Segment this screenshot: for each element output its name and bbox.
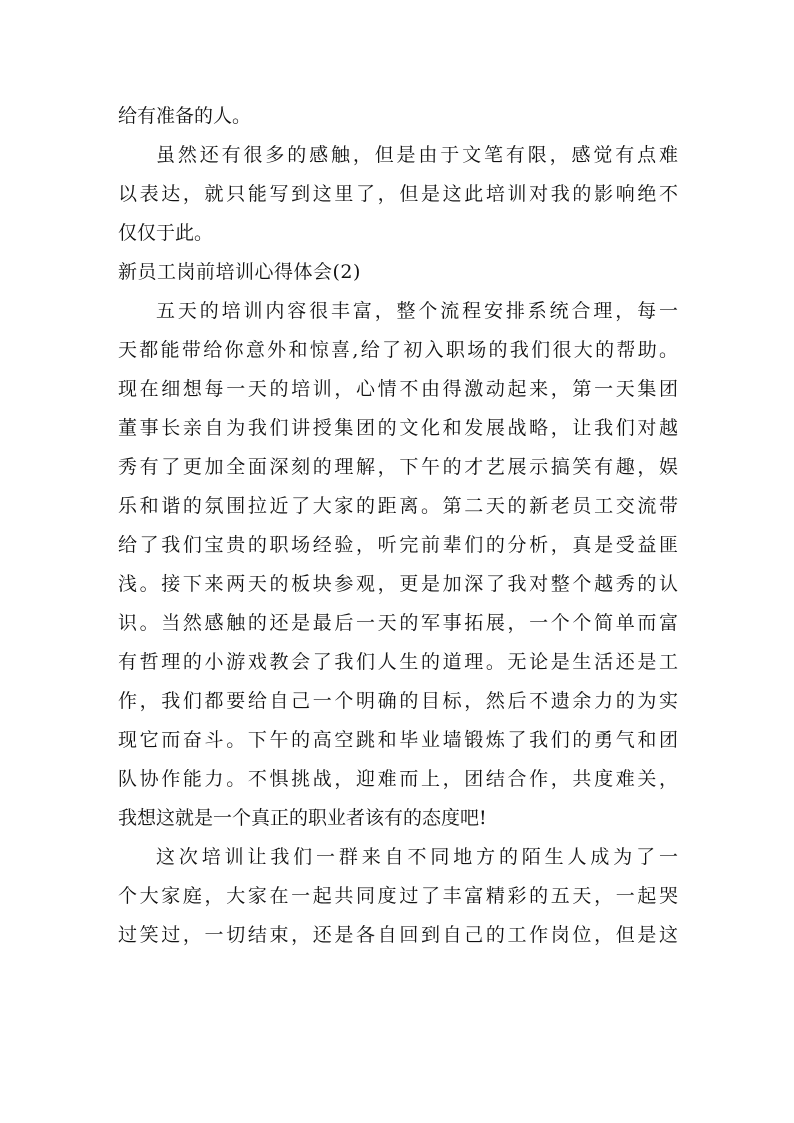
heading-text: 新员工岗前培训心得体会(2): [118, 261, 361, 283]
text-line: 给有准备的人。: [118, 105, 252, 127]
text-line: 现它而奋斗。下午的高空跳和毕业墙锻炼了我们的勇气和团: [118, 729, 678, 751]
text-line: 以表达，就只能写到这里了，但是这此培训对我的影响绝不: [118, 183, 678, 205]
text-line: 有哲理的小游戏教会了我们人生的道理。无论是生活还是工: [118, 651, 678, 673]
text-line: 仅仅于此。: [118, 222, 214, 244]
paragraph: [118, 292, 678, 838]
text-line: 秀有了更加全面深刻的理解，下午的才艺展示搞笑有趣，娱: [118, 456, 678, 478]
text-line: 五天的培训内容很丰富，整个流程安排系统合理，每一: [156, 300, 678, 322]
paragraph: [118, 136, 678, 253]
section-heading: [118, 253, 678, 292]
text-line: 乐和谐的氛围拉近了大家的距离。第二天的新老员工交流带: [118, 495, 678, 517]
text-line: 天都能带给你意外和惊喜,给了初入职场的我们很大的帮助。: [118, 339, 678, 361]
document-body: [118, 97, 678, 955]
text-line: 董事长亲自为我们讲授集团的文化和发展战略，让我们对越: [118, 417, 678, 439]
text-line: 虽然还有很多的感触，但是由于文笔有限，感觉有点难: [156, 144, 678, 166]
text-line: 浅。接下来两天的板块参观，更是加深了我对整个越秀的认: [118, 573, 678, 595]
text-line: 现在细想每一天的培训，心情不由得激动起来，第一天集团: [118, 378, 678, 400]
text-line: 识。当然感触的还是最后一天的军事拓展，一个个简单而富: [118, 612, 678, 634]
text-line: 队协作能力。不惧挑战，迎难而上，团结合作，共度难关，: [118, 768, 678, 790]
text-line: 我想这就是一个真正的职业者该有的态度吧!: [118, 807, 487, 829]
text-line: 个大家庭，大家在一起共同度过了丰富精彩的五天，一起哭: [118, 885, 678, 907]
text-line: 给了我们宝贵的职场经验，听完前辈们的分析，真是受益匪: [118, 534, 678, 556]
text-line: 作，我们都要给自己一个明确的目标，然后不遗余力的为实: [118, 690, 678, 712]
paragraph: [118, 838, 678, 955]
text-line: 这次培训让我们一群来自不同地方的陌生人成为了一: [156, 846, 678, 868]
text-line: 过笑过，一切结束，还是各自回到自己的工作岗位，但是这: [118, 924, 678, 946]
paragraph: [118, 97, 678, 136]
